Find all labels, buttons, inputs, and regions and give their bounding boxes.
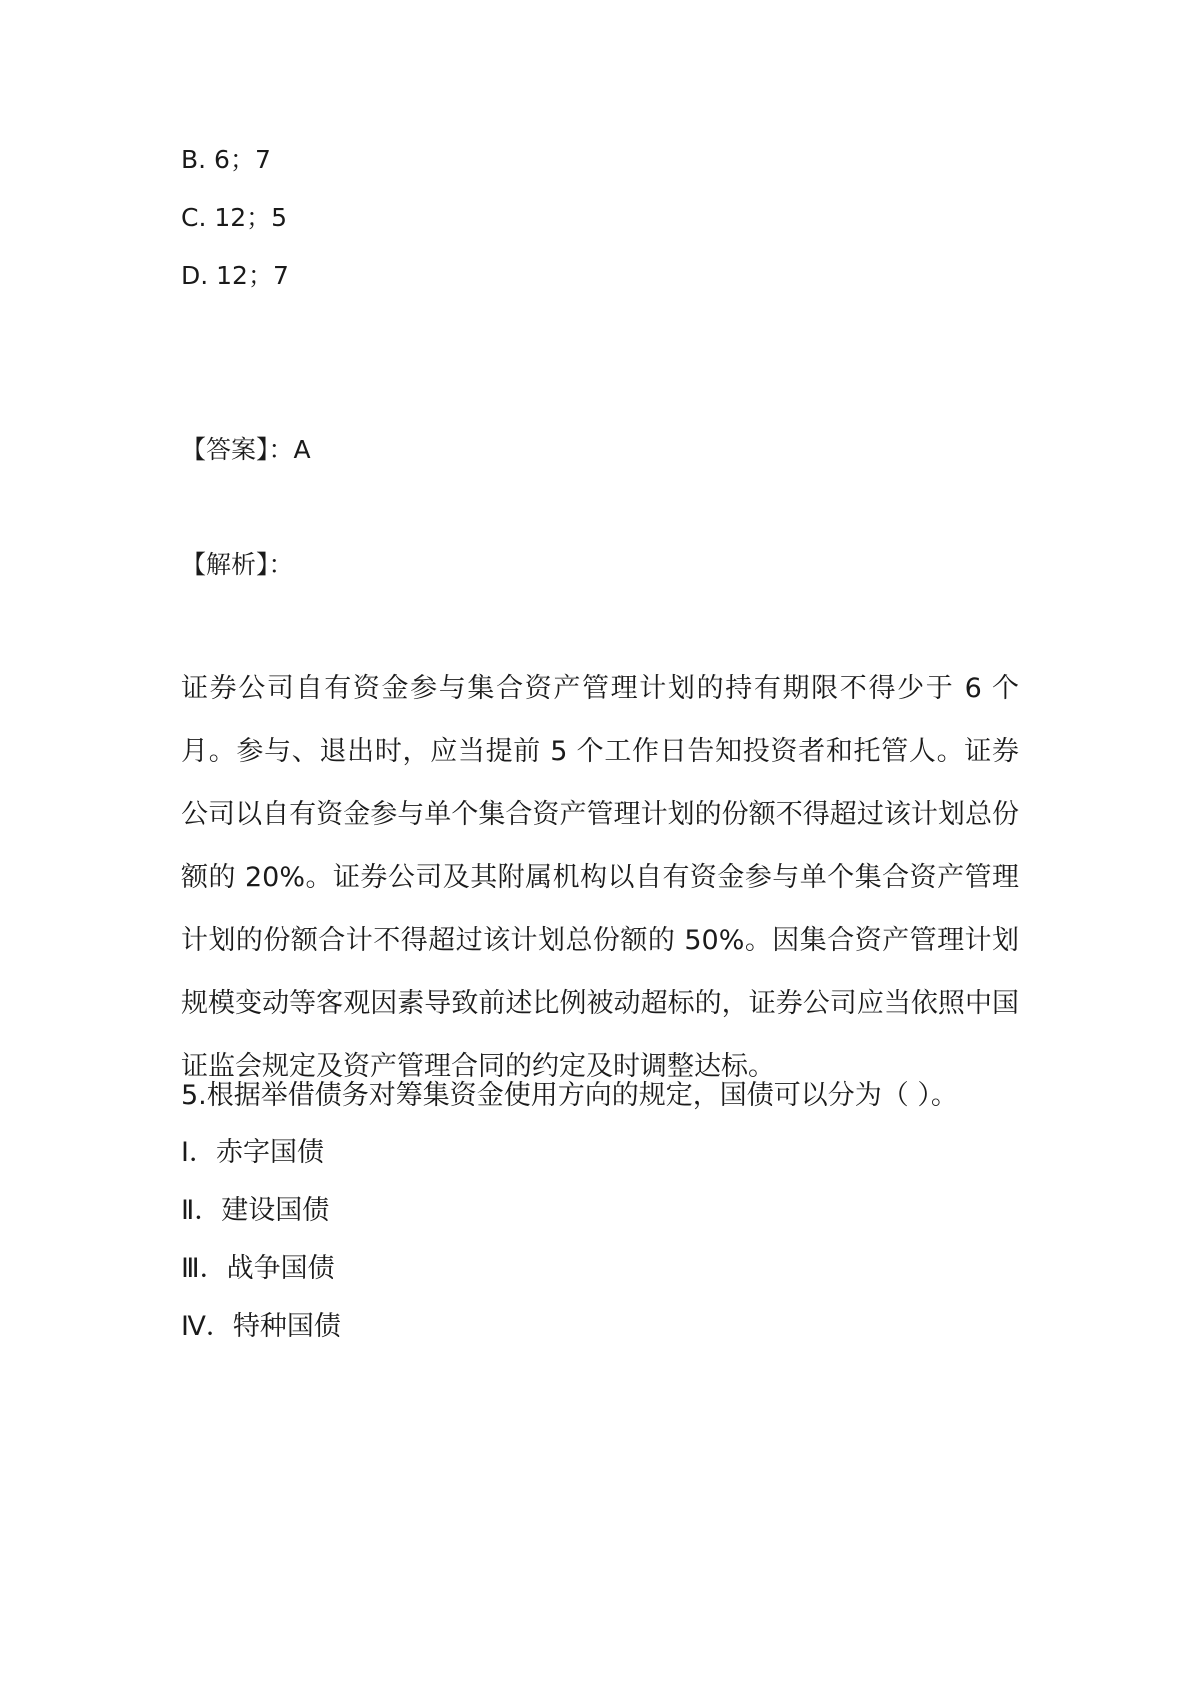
analysis-line — [181, 548, 294, 582]
answer-line — [181, 433, 311, 467]
question-5-item-2: Ⅱ．建设国债 — [181, 1195, 330, 1226]
answer-label: 【答案】 — [181, 435, 269, 464]
question-5-item-4: Ⅳ．特种国债 — [181, 1311, 341, 1342]
question-5-item-3: Ⅲ．战争国债 — [181, 1253, 335, 1284]
question-5-stem: 5.根据举借债务对筹集资金使用方向的规定，国债可以分为（ ）。 — [181, 1080, 958, 1111]
analysis-value: ： — [268, 550, 294, 579]
answer-value: ：A — [268, 435, 311, 464]
analysis-label: 【解析】 — [181, 550, 269, 579]
option-c: C. 12；5 — [181, 203, 288, 232]
explanation-paragraph: 证券公司自有资金参与集合资产管理计划的持有期限不得少于 6 个月。参与、退出时，应当提前 5 个工作日告知投资者和托管人。证券公司以自有资金参与单个集合资产管理计划的份额不得超过该计划总份额的 20%。证券公司及其附属机构以自有资金参与单个集合资产管理计划的份额合计不得超过该计划总份额的 50%。因集合资产管理计划规模变动等客观因素导致前述比例被动超标的，证券公司应当依照中国证监会规定及资产管理合同的约定及时调整达标。 — [181, 673, 1019, 1082]
option-b: B. 6；7 — [181, 145, 271, 174]
option-d: D. 12；7 — [181, 261, 289, 290]
question-5-item-1: Ⅰ．赤字国债 — [181, 1137, 324, 1168]
